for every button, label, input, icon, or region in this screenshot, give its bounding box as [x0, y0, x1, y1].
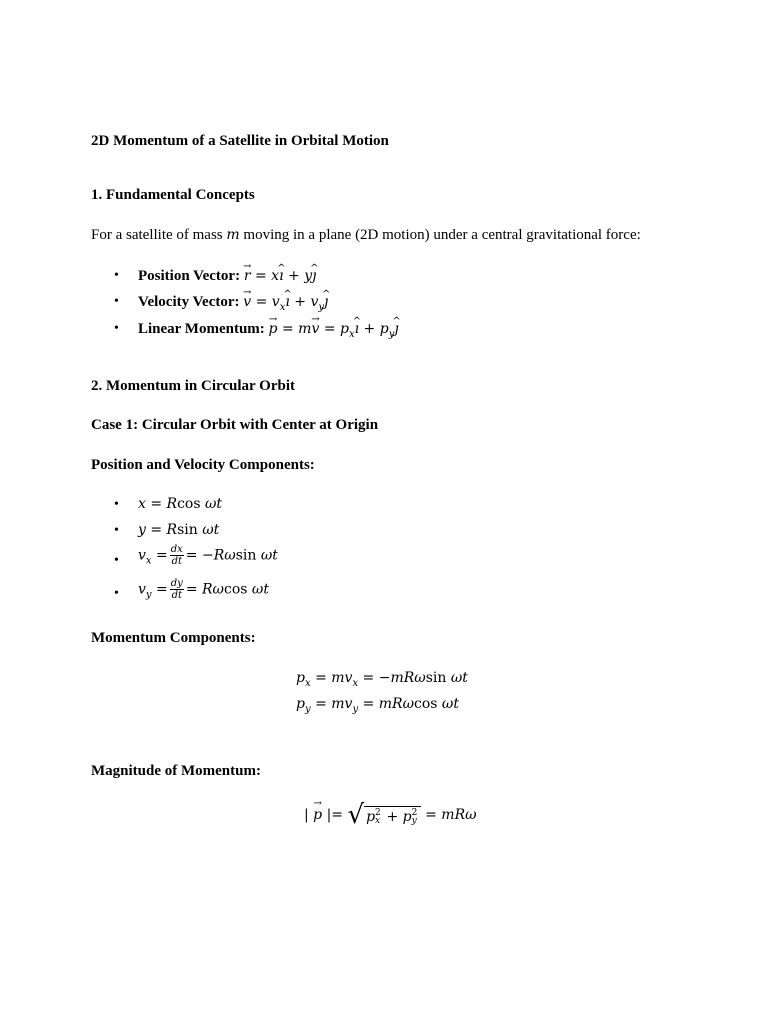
fraction-dx-dt: $\frac{dx}{dt}$ [170, 544, 183, 567]
equation-x-position: x = Rcos ωt [138, 496, 223, 512]
equation-y-position: y = Rsin ωt [138, 522, 220, 538]
bullet-label: Velocity Vector: [138, 294, 244, 310]
equation-y-velocity: $v_y$ = $\frac{dy}{dt}$ = Rωcos ωt [138, 578, 269, 601]
fraction-dy-dt: $\frac{dy}{dt}$ [170, 578, 183, 601]
intro-prefix: For a satellite of mass [91, 227, 227, 243]
bullet-position-vector [138, 267, 316, 285]
position-velocity-heading: Position and Velocity Components: [91, 457, 315, 473]
bullet-label: Linear Momentum: [138, 321, 269, 337]
section-2-heading: 2. Momentum in Circular Orbit [91, 378, 296, 394]
bullet-marker: • [114, 268, 119, 283]
intro-paragraph [91, 226, 641, 244]
magnitude-heading: Magnitude of Momentum: [91, 763, 261, 779]
bullet-linear-momentum [138, 320, 399, 338]
bullet-marker: • [114, 553, 119, 568]
equation-velocity-vector: → $v = v_x\^{}$ ı + $v_y\^{}$ ȷ [243, 294, 328, 310]
intro-suffix: moving in a plane (2D motion) under a central gravitational force: [239, 227, 641, 243]
bullet-velocity-vector [138, 293, 328, 311]
section-1-heading: 1. Fundamental Concepts [91, 187, 255, 203]
equation-x-velocity: $v_x$ = $\frac{dx}{dt}$ = −Rωsin ωt [138, 544, 278, 567]
equation-px: $p_x = mv_x = -mR\omega\sin$ ωt [296, 670, 468, 689]
bullet-marker: • [114, 497, 119, 512]
bullet-label: Position Vector: [138, 268, 244, 284]
document-title: 2D Momentum of a Satellite in Orbital Motion [91, 133, 389, 149]
bullet-marker: • [114, 586, 119, 601]
equation-py: $p_y = mv_y = mR\omega\cos$ ωt [296, 696, 459, 715]
bullet-marker: • [114, 321, 119, 336]
equation-linear-momentum: → $p = m\to v = p_x\^{}$ ı + $p_y\^{}$ ȷ [269, 321, 399, 337]
bullet-marker: • [114, 294, 119, 309]
equation-position-vector: → r = x^ ı + y^ ȷ [244, 268, 317, 284]
bullet-marker: • [114, 523, 119, 538]
mass-variable: m [226, 227, 240, 243]
equation-momentum-magnitude: | → p |= √ p 2 x + p 2 y = mRω [304, 802, 477, 828]
momentum-components-heading: Momentum Components: [91, 630, 256, 646]
square-root: √ p 2 x + p 2 y [348, 802, 421, 828]
case-1-heading: Case 1: Circular Orbit with Center at Origin [91, 417, 379, 433]
